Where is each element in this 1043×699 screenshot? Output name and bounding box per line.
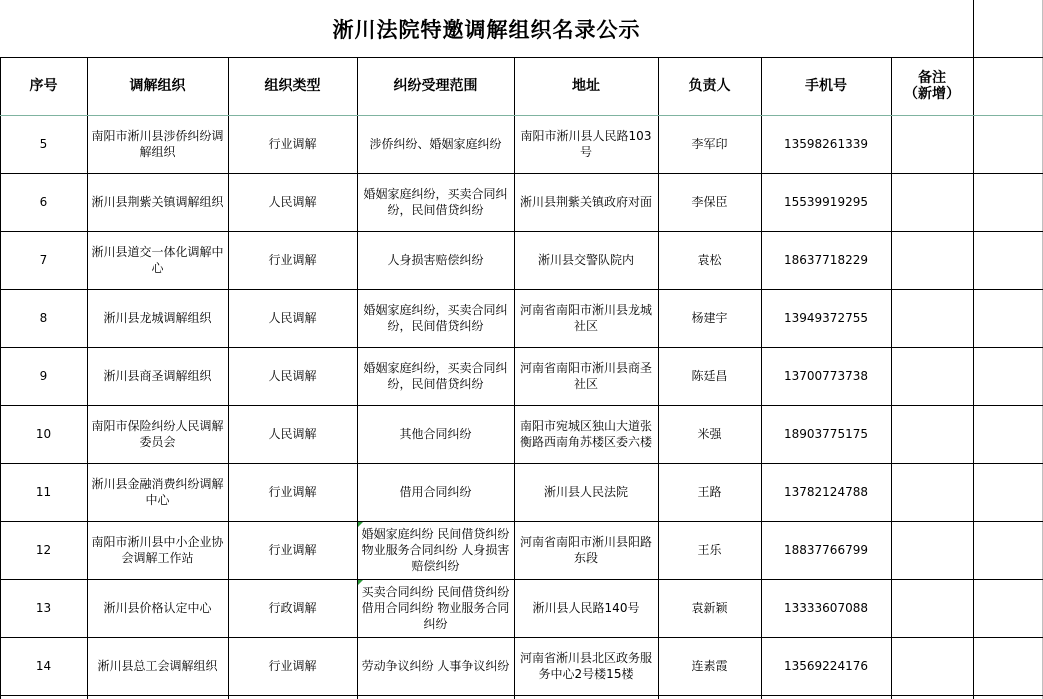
cell-person[interactable]: 王乐 — [697, 543, 722, 557]
cell-seq[interactable]: 5 — [39, 137, 48, 151]
cell-address[interactable]: 淅川县人民路140号 — [532, 601, 640, 615]
comment-marker-icon — [358, 522, 363, 527]
header-cell-address[interactable]: 地址 — [572, 78, 600, 94]
grid-vline — [357, 57, 358, 699]
cell-org[interactable]: 淅川县道交一体化调解中心 — [91, 245, 224, 275]
grid-hline — [0, 521, 1043, 522]
grid-hline — [0, 173, 1043, 174]
grid-vline — [0, 57, 1, 699]
cell-phone[interactable]: 13700773738 — [784, 369, 868, 383]
grid-hline — [0, 637, 1043, 638]
cell-person[interactable]: 杨建宇 — [691, 311, 728, 325]
cell-note[interactable] — [891, 231, 973, 289]
cell-phone[interactable]: 18837766799 — [784, 543, 868, 557]
cell-address[interactable]: 河南省南阳市淅川县商圣社区 — [519, 361, 652, 391]
grid-hline — [0, 231, 1043, 232]
cell-note[interactable] — [891, 347, 973, 405]
cell-note[interactable] — [891, 405, 973, 463]
cell-address[interactable]: 河南省淅川县北区政务服务中心2号楼15楼 — [519, 651, 652, 681]
cell-phone[interactable]: 13949372755 — [784, 311, 868, 325]
cell-scope[interactable]: 婚姻家庭纠纷 民间借贷纠纷 物业服务合同纠纷 人身损害赔偿纠纷 — [361, 527, 510, 573]
cell-seq[interactable]: 6 — [39, 195, 48, 209]
cell-phone[interactable]: 18637718229 — [784, 253, 868, 267]
cell-seq[interactable]: 9 — [39, 369, 48, 383]
cell-note[interactable] — [891, 637, 973, 695]
cell-address[interactable]: 河南省南阳市淅川县龙城社区 — [519, 303, 652, 333]
cell-note[interactable] — [891, 173, 973, 231]
grid-vline — [658, 57, 659, 699]
cell-scope[interactable]: 借用合同纠纷 — [399, 485, 472, 499]
cell-type[interactable]: 人民调解 — [268, 369, 317, 383]
cell-org[interactable]: 南阳市保险纠纷人民调解委员会 — [91, 419, 224, 449]
cell-seq[interactable]: 11 — [35, 485, 52, 499]
grid-hline — [0, 579, 1043, 580]
header-cell-scope[interactable]: 纠纷受理范围 — [393, 78, 478, 94]
header-cell-seq[interactable]: 序号 — [29, 78, 58, 94]
cell-phone[interactable]: 13782124788 — [784, 485, 868, 499]
cell-type[interactable]: 行政调解 — [268, 601, 317, 615]
header-cell-type[interactable]: 组织类型 — [264, 78, 321, 94]
cell-note[interactable] — [891, 289, 973, 347]
cell-note[interactable] — [891, 521, 973, 579]
cell-org[interactable]: 淅川县总工会调解组织 — [97, 659, 218, 673]
cell-scope[interactable]: 婚姻家庭纠纷，买卖合同纠纷，民间借贷纠纷 — [363, 187, 508, 217]
cell-person[interactable]: 李保臣 — [691, 195, 728, 209]
header-cell-org[interactable]: 调解组织 — [129, 78, 186, 94]
cell-type[interactable]: 行业调解 — [268, 543, 317, 557]
cell-note[interactable] — [891, 579, 973, 637]
cell-phone[interactable]: 15539919295 — [784, 195, 868, 209]
cell-type[interactable]: 人民调解 — [268, 311, 317, 325]
cell-scope[interactable]: 其他合同纠纷 — [399, 427, 472, 441]
cell-address[interactable]: 南阳市宛城区独山大道张衡路西南角苏楼区委六楼 — [519, 419, 652, 449]
grid-vline — [514, 57, 515, 699]
cell-org[interactable]: 南阳市淅川县中小企业协会调解工作站 — [91, 535, 224, 565]
cell-type[interactable]: 行业调解 — [268, 659, 317, 673]
cell-person[interactable]: 李军印 — [691, 137, 728, 151]
cell-type[interactable]: 人民调解 — [268, 195, 317, 209]
cell-org[interactable]: 淅川县价格认定中心 — [103, 601, 212, 615]
cell-person[interactable]: 王路 — [697, 485, 722, 499]
cell-org[interactable]: 淅川县金融消费纠纷调解中心 — [91, 477, 224, 507]
grid-vline — [973, 0, 974, 699]
grid-hline — [0, 405, 1043, 406]
page-title: 淅川法院特邀调解组织名录公示 — [332, 17, 641, 42]
cell-type[interactable]: 行业调解 — [268, 137, 317, 151]
cell-address[interactable]: 淅川县交警队院内 — [537, 253, 634, 267]
cell-phone[interactable]: 18903775175 — [784, 427, 868, 441]
cell-scope[interactable]: 买卖合同纠纷 民间借贷纠纷 借用合同纠纷 物业服务合同纠纷 — [361, 585, 510, 631]
cell-org[interactable]: 淅川县荆紫关镇调解组织 — [91, 195, 224, 209]
cell-person[interactable]: 陈廷昌 — [691, 369, 728, 383]
cell-scope[interactable]: 婚姻家庭纠纷，买卖合同纠纷，民间借贷纠纷 — [363, 361, 508, 391]
cell-person[interactable]: 连素霞 — [691, 659, 728, 673]
cell-org[interactable]: 南阳市淅川县涉侨纠纷调解组织 — [91, 129, 224, 159]
cell-seq[interactable]: 10 — [35, 427, 52, 441]
cell-org[interactable]: 淅川县商圣调解组织 — [103, 369, 212, 383]
cell-org[interactable]: 淅川县龙城调解组织 — [103, 311, 212, 325]
cell-seq[interactable]: 13 — [35, 601, 52, 615]
comment-marker-icon — [358, 580, 363, 585]
grid-vline — [228, 57, 229, 699]
cell-seq[interactable]: 12 — [35, 543, 52, 557]
header-cell-phone[interactable]: 手机号 — [805, 78, 847, 94]
cell-note[interactable] — [891, 115, 973, 173]
cell-type[interactable]: 人民调解 — [268, 427, 317, 441]
cell-phone[interactable]: 13598261339 — [784, 137, 868, 151]
grid-hline — [0, 463, 1043, 464]
cell-address[interactable]: 河南省南阳市淅川县阳路东段 — [519, 535, 652, 565]
header-cell-person[interactable]: 负责人 — [688, 78, 731, 94]
cell-seq[interactable]: 7 — [39, 253, 48, 267]
cell-scope[interactable]: 婚姻家庭纠纷，买卖合同纠纷，民间借贷纠纷 — [363, 303, 508, 333]
cell-address[interactable]: 淅川县人民法院 — [543, 485, 628, 499]
grid-hline — [0, 695, 1043, 696]
grid-hline — [0, 289, 1043, 290]
cell-address[interactable]: 南阳市淅川县人民路103号 — [520, 129, 652, 159]
header-cell-note[interactable]: 备注 （新增） — [904, 70, 960, 102]
grid-hline — [0, 57, 1043, 58]
cell-address[interactable]: 淅川县荆紫关镇政府对面 — [519, 195, 652, 209]
cell-phone[interactable]: 13333607088 — [784, 601, 868, 615]
cell-note[interactable] — [891, 463, 973, 521]
cell-phone[interactable]: 13569224176 — [784, 659, 868, 673]
grid-vline — [891, 57, 892, 699]
cell-scope[interactable]: 劳动争议纠纷 人事争议纠纷 — [361, 659, 510, 673]
cell-person[interactable]: 袁新颖 — [691, 601, 728, 615]
cell-scope[interactable]: 人身损害赔偿纠纷 — [387, 253, 484, 267]
grid-vline — [761, 57, 762, 699]
cell-person[interactable]: 袁松 — [697, 253, 722, 267]
grid-hline — [0, 347, 1043, 348]
cell-seq[interactable]: 14 — [35, 659, 52, 673]
grid-vline — [87, 57, 88, 699]
grid-hline — [0, 115, 1043, 116]
cell-type[interactable]: 行业调解 — [268, 253, 317, 267]
cell-seq[interactable]: 8 — [39, 311, 48, 325]
title-row — [0, 0, 973, 58]
cell-scope[interactable]: 涉侨纠纷、婚姻家庭纠纷 — [369, 137, 502, 151]
cell-type[interactable]: 行业调解 — [268, 485, 317, 499]
cell-person[interactable]: 米强 — [697, 427, 722, 441]
